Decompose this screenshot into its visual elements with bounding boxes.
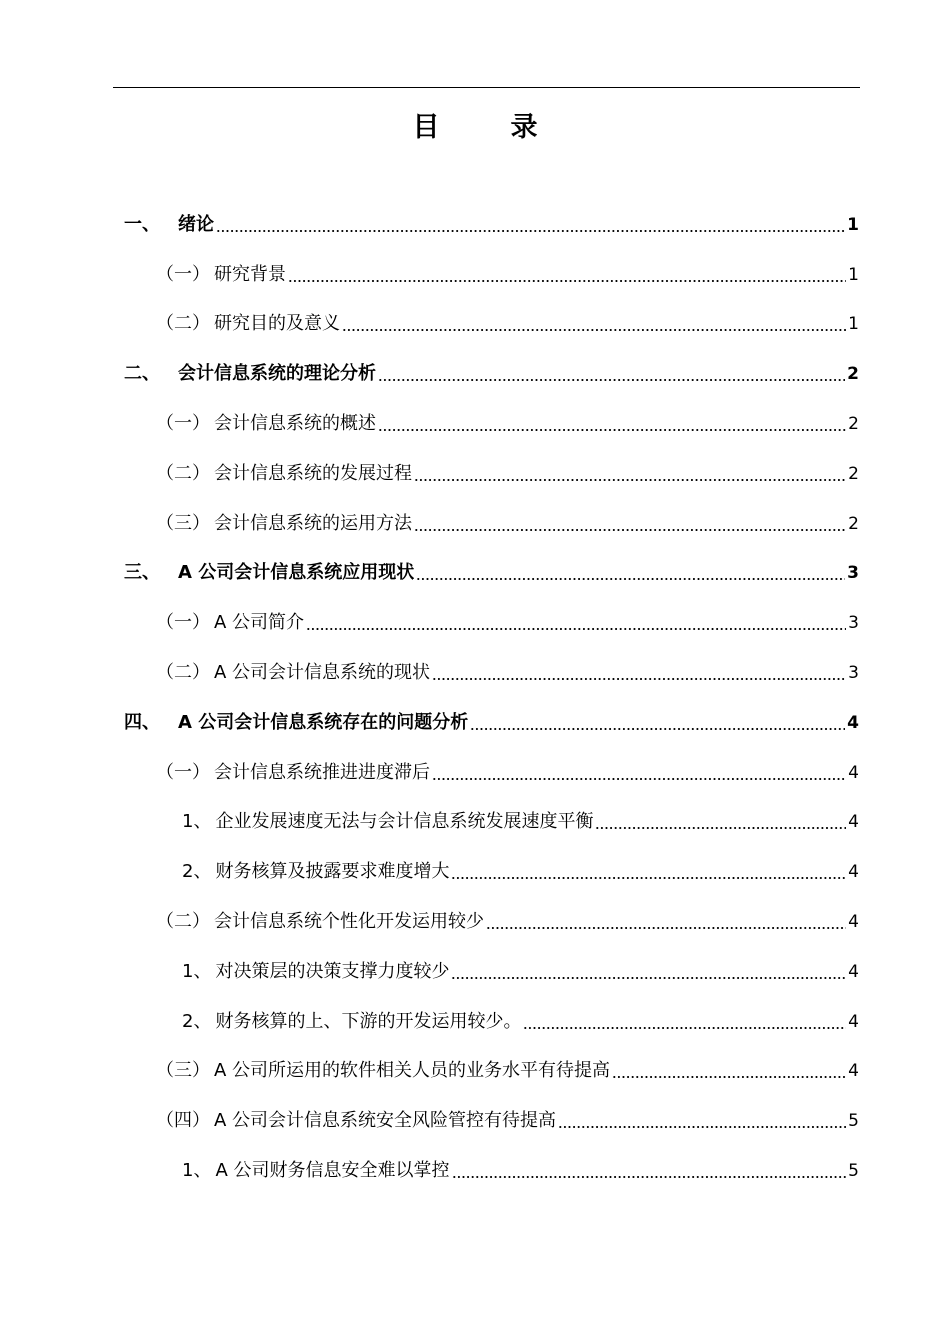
- dot-leader: [306, 628, 846, 630]
- toc-entry-text: 财务核算及披露要求难度增大: [215, 861, 450, 883]
- dot-leader: [486, 927, 846, 929]
- toc-entry-page: 2: [848, 513, 859, 534]
- toc-entry[interactable]: [0, 349, 950, 399]
- toc-entry-page: 2: [848, 414, 859, 435]
- toc-entry-page: 1: [848, 264, 859, 285]
- toc-entry-text: A 公司会计信息系统安全风险管控有待提高: [214, 1110, 557, 1132]
- toc-entry-number: 二、: [124, 363, 160, 385]
- toc-entry-number: （二）: [156, 911, 210, 933]
- toc-entry-page: 1: [848, 314, 859, 335]
- toc-entry-page: 4: [848, 1061, 859, 1082]
- toc-entry-text: A 公司财务信息安全难以掌控: [215, 1160, 450, 1182]
- toc-entry-number: 2、: [182, 861, 212, 883]
- toc-entry-page: 5: [848, 1161, 859, 1182]
- toc-entry-number: 三、: [124, 562, 160, 584]
- toc-entry[interactable]: [0, 648, 950, 698]
- dot-leader: [378, 429, 846, 431]
- toc-entry-text: 会计信息系统的理论分析: [178, 363, 376, 385]
- toc-entry-text: A 公司会计信息系统应用现状: [178, 562, 415, 584]
- dot-leader: [432, 778, 846, 780]
- toc-entry[interactable]: [0, 748, 950, 798]
- dot-leader: [451, 877, 846, 879]
- dot-leader: [470, 728, 845, 730]
- toc-entry-text: 研究目的及意义: [214, 313, 340, 335]
- dot-leader: [451, 977, 846, 979]
- toc-entry-page: 2: [848, 463, 859, 484]
- toc-entry[interactable]: [0, 847, 950, 897]
- toc-entry-text: 研究背景: [214, 263, 286, 285]
- toc-entry-page: 4: [848, 812, 859, 833]
- toc-entry[interactable]: [0, 250, 950, 300]
- toc-entry-text: 会计信息系统的发展过程: [214, 462, 412, 484]
- dot-leader: [595, 827, 846, 829]
- page-title: 目 录: [412, 112, 560, 143]
- toc-entry-text: 财务核算的上、下游的开发运用较少。: [215, 1010, 522, 1032]
- dot-leader: [432, 678, 846, 680]
- toc-entry[interactable]: [0, 499, 950, 549]
- toc-entry-page: 3: [848, 663, 859, 684]
- toc-entry-page: 2: [847, 364, 859, 385]
- dot-leader: [523, 1027, 846, 1029]
- toc-entry-page: 1: [847, 214, 859, 235]
- toc-entry[interactable]: [0, 200, 950, 250]
- toc-entry-page: 4: [847, 712, 859, 733]
- toc-entry-number: （三）: [156, 1060, 210, 1082]
- dot-leader: [288, 280, 846, 282]
- toc-entry-number: （一）: [156, 413, 210, 435]
- toc-entry-number: （一）: [156, 263, 210, 285]
- toc-entry[interactable]: [0, 1096, 950, 1146]
- dot-leader: [378, 379, 845, 381]
- toc-entry[interactable]: [0, 300, 950, 350]
- toc-entry-text: 会计信息系统的概述: [214, 413, 376, 435]
- header-rule: [113, 87, 860, 88]
- toc-entry-text: 绪论: [178, 213, 214, 235]
- toc-entry[interactable]: [0, 399, 950, 449]
- toc-entry-number: 四、: [124, 711, 160, 733]
- toc-entry[interactable]: [0, 598, 950, 648]
- toc-entry-number: 1、: [182, 811, 212, 833]
- toc-entry-number: 一、: [124, 213, 160, 235]
- toc-entry-text: 会计信息系统个性化开发运用较少: [214, 911, 484, 933]
- toc-entry-number: （一）: [156, 612, 210, 634]
- dot-leader: [414, 529, 846, 531]
- toc-entry[interactable]: [0, 997, 950, 1047]
- toc-entry-text: A 公司会计信息系统存在的问题分析: [178, 711, 469, 733]
- table-of-contents: [0, 200, 950, 1196]
- toc-entry-number: （二）: [156, 313, 210, 335]
- toc-entry-page: 4: [848, 862, 859, 883]
- dot-leader: [416, 578, 845, 580]
- dot-leader: [558, 1126, 846, 1128]
- dot-leader: [612, 1076, 846, 1078]
- toc-entry-number: （三）: [156, 512, 210, 534]
- toc-entry-text: 对决策层的决策支撑力度较少: [215, 960, 450, 982]
- toc-entry-text: 会计信息系统的运用方法: [214, 512, 412, 534]
- toc-entry-text: A 公司所运用的软件相关人员的业务水平有待提高: [214, 1060, 611, 1082]
- dot-leader: [452, 1176, 847, 1178]
- toc-entry-number: （四）: [156, 1110, 210, 1132]
- toc-entry-text: 企业发展速度无法与会计信息系统发展速度平衡: [215, 811, 594, 833]
- toc-entry[interactable]: [0, 897, 950, 947]
- dot-leader: [216, 230, 845, 232]
- toc-entry-page: 3: [848, 613, 859, 634]
- toc-entry-text: A 公司会计信息系统的现状: [214, 662, 431, 684]
- toc-entry[interactable]: [0, 947, 950, 997]
- dot-leader: [342, 329, 846, 331]
- toc-entry-page: 5: [848, 1111, 859, 1132]
- toc-entry-page: 3: [847, 563, 859, 584]
- toc-entry-number: 1、: [182, 1160, 212, 1182]
- toc-entry-page: 4: [848, 961, 859, 982]
- toc-entry[interactable]: [0, 698, 950, 748]
- toc-entry-page: 4: [848, 1011, 859, 1032]
- toc-entry-number: 2、: [182, 1010, 212, 1032]
- toc-entry[interactable]: [0, 549, 950, 599]
- toc-entry-text: 会计信息系统推进进度滞后: [214, 761, 430, 783]
- toc-entry-page: 4: [848, 762, 859, 783]
- toc-entry-number: （二）: [156, 462, 210, 484]
- toc-entry-number: （二）: [156, 662, 210, 684]
- toc-entry[interactable]: [0, 798, 950, 848]
- toc-entry[interactable]: [0, 449, 950, 499]
- dot-leader: [414, 479, 846, 481]
- toc-entry-number: （一）: [156, 761, 210, 783]
- toc-entry-page: 4: [848, 912, 859, 933]
- toc-entry-number: 1、: [182, 960, 212, 982]
- toc-entry[interactable]: [0, 1146, 950, 1196]
- toc-entry[interactable]: [0, 1047, 950, 1097]
- toc-entry-text: A 公司简介: [214, 612, 305, 634]
